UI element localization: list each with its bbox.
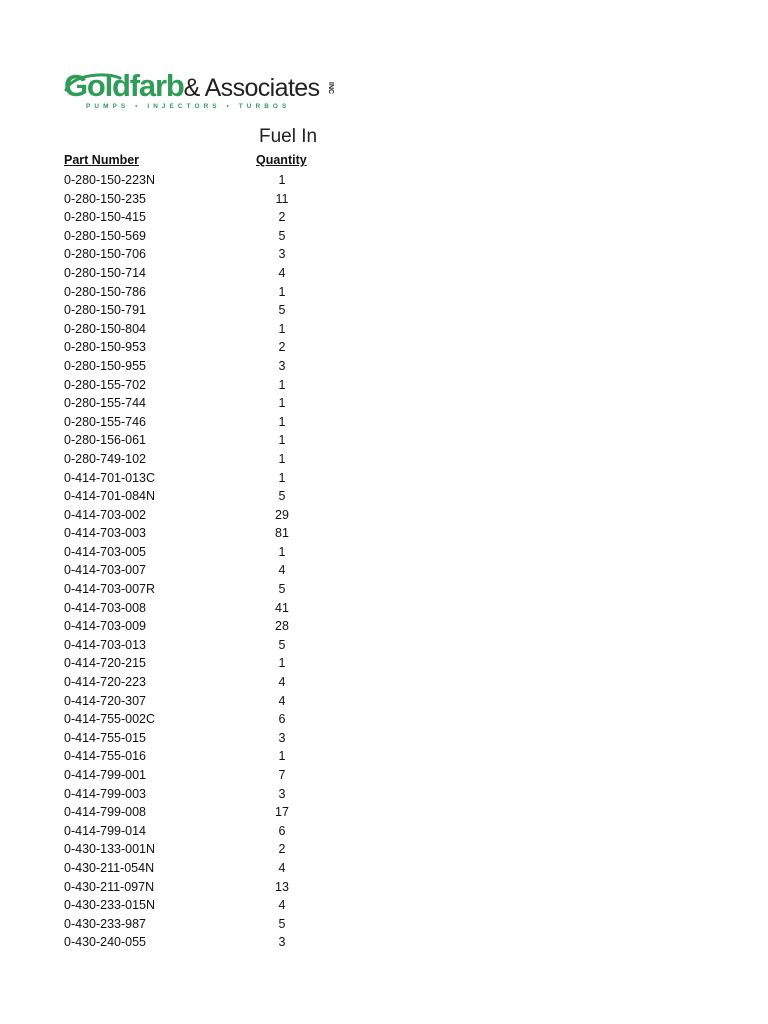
part-number-cell: 0-414-799-014 <box>64 823 147 838</box>
table-row <box>0 190 768 209</box>
part-number-cell: 0-414-703-007 <box>64 563 147 578</box>
part-number-cell: 0-414-755-015 <box>64 730 147 745</box>
table-row <box>0 729 768 748</box>
quantity-cell: 4 <box>278 860 286 875</box>
logo-wordmark <box>64 70 320 101</box>
table-row <box>0 933 768 952</box>
part-number-cell: 0-414-703-008 <box>64 600 147 615</box>
quantity-cell: 13 <box>275 879 289 894</box>
table-row <box>0 469 768 488</box>
quantity-cell: 1 <box>278 749 286 764</box>
quantity-cell: 1 <box>278 656 286 671</box>
document-title: Fuel In <box>259 126 318 147</box>
quantity-cell: 5 <box>278 489 286 504</box>
table-row <box>0 710 768 729</box>
quantity-cell: 2 <box>278 842 286 857</box>
table-row <box>0 561 768 580</box>
part-number-cell: 0-414-701-013C <box>64 470 156 485</box>
table-row <box>0 524 768 543</box>
quantity-cell: 1 <box>278 470 286 485</box>
part-number-cell: 0-280-150-953 <box>64 340 147 355</box>
quantity-cell: 7 <box>278 768 286 782</box>
table-row <box>0 208 768 227</box>
logo-brand: Goldfarb <box>64 68 184 103</box>
quantity-cell: 1 <box>278 451 286 466</box>
part-number-cell: 0-280-150-569 <box>64 228 147 243</box>
quantity-cell: 11 <box>275 191 289 206</box>
part-number-cell: 0-414-703-002 <box>64 507 147 522</box>
logo-inc: INC <box>327 82 334 95</box>
part-number-cell: 0-280-150-791 <box>64 303 147 318</box>
part-number-cell: 0-280-150-706 <box>64 247 147 262</box>
table-row <box>0 487 768 506</box>
table-row <box>0 747 768 766</box>
part-number-cell: 0-280-150-223N <box>64 173 156 187</box>
part-number-cell: 0-414-703-007R <box>64 582 156 597</box>
table-row <box>0 338 768 357</box>
part-number-cell: 0-414-703-013 <box>64 637 147 652</box>
table-row <box>0 320 768 339</box>
part-number-cell: 0-414-799-001 <box>64 768 147 782</box>
part-number-cell: 0-280-155-744 <box>64 396 147 411</box>
part-number-cell: 0-280-150-235 <box>64 191 147 206</box>
quantity-cell: 3 <box>278 358 286 373</box>
logo-suffix: & Associates <box>183 74 320 102</box>
quantity-cell: 3 <box>278 730 286 745</box>
quantity-cell: 6 <box>278 712 286 727</box>
part-number-cell: 0-280-150-714 <box>64 265 147 280</box>
table-row <box>0 617 768 636</box>
table-row <box>0 896 768 915</box>
part-number-cell: 0-414-703-003 <box>64 526 147 541</box>
parts-table <box>0 171 768 952</box>
part-number-cell: 0-280-155-746 <box>64 414 147 429</box>
table-row <box>0 636 768 655</box>
quantity-cell: 5 <box>278 916 286 931</box>
quantity-cell: 1 <box>278 414 286 429</box>
quantity-cell: 5 <box>278 303 286 318</box>
part-number-cell: 0-414-720-307 <box>64 693 147 708</box>
part-number-cell: 0-430-233-015N <box>64 898 156 913</box>
table-row <box>0 673 768 692</box>
quantity-cell: 2 <box>278 210 286 225</box>
quantity-cell: 81 <box>275 526 289 541</box>
logo-tagline: PUMPS • INJECTORS • TURBOS <box>86 103 291 110</box>
quantity-cell: 3 <box>278 247 286 262</box>
quantity-cell: 4 <box>278 898 286 913</box>
quantity-cell: 4 <box>278 675 286 690</box>
part-number-cell: 0-280-156-061 <box>64 433 147 448</box>
part-number-cell: 0-280-150-415 <box>64 210 147 225</box>
quantity-cell: 1 <box>278 396 286 411</box>
table-row <box>0 803 768 822</box>
part-number-cell: 0-414-720-223 <box>64 675 147 690</box>
table-row <box>0 283 768 302</box>
table-row <box>0 654 768 673</box>
part-number-cell: 0-414-701-084N <box>64 489 156 504</box>
table-row <box>0 878 768 897</box>
part-number-cell: 0-280-150-804 <box>64 321 147 336</box>
quantity-cell: 1 <box>278 377 286 392</box>
table-row <box>0 580 768 599</box>
table-row <box>0 357 768 376</box>
part-number-cell: 0-280-150-955 <box>64 358 147 373</box>
part-number-cell: 0-414-799-008 <box>64 805 147 820</box>
quantity-cell: 1 <box>278 321 286 336</box>
quantity-cell: 17 <box>275 805 289 820</box>
table-row <box>0 171 768 190</box>
quantity-cell: 29 <box>275 507 289 522</box>
part-number-cell: 0-414-703-005 <box>64 544 147 559</box>
quantity-cell: 4 <box>278 693 286 708</box>
table-row <box>0 543 768 562</box>
quantity-cell: 1 <box>278 433 286 448</box>
quantity-cell: 3 <box>278 786 286 801</box>
part-number-cell: 0-280-155-702 <box>64 377 147 392</box>
column-header-part-number: Part Number <box>64 153 140 167</box>
quantity-cell: 1 <box>278 284 286 299</box>
quantity-cell: 41 <box>275 600 289 615</box>
table-row <box>0 692 768 711</box>
table-row <box>0 376 768 395</box>
part-number-cell: 0-430-240-055 <box>64 935 147 950</box>
quantity-cell: 6 <box>278 823 286 838</box>
part-number-cell: 0-280-749-102 <box>64 451 147 466</box>
quantity-cell: 5 <box>278 228 286 243</box>
table-row <box>0 227 768 246</box>
table-row <box>0 264 768 283</box>
table-row <box>0 599 768 618</box>
quantity-cell: 4 <box>278 563 286 578</box>
company-logo <box>64 68 334 114</box>
part-number-cell: 0-430-211-054N <box>64 860 155 875</box>
part-number-cell: 0-430-211-097N <box>64 879 155 894</box>
table-row <box>0 785 768 804</box>
table-row <box>0 915 768 934</box>
part-number-cell: 0-430-233-987 <box>64 916 147 931</box>
part-number-cell: 0-280-150-786 <box>64 284 147 299</box>
table-row <box>0 506 768 525</box>
table-row <box>0 431 768 450</box>
part-number-cell: 0-414-755-016 <box>64 749 147 764</box>
part-number-cell: 0-414-799-003 <box>64 786 147 801</box>
quantity-cell: 1 <box>278 173 286 187</box>
table-row <box>0 413 768 432</box>
part-number-cell: 0-414-720-215 <box>64 656 147 671</box>
table-row <box>0 766 768 785</box>
quantity-cell: 2 <box>278 340 286 355</box>
table-row <box>0 450 768 469</box>
part-number-cell: 0-414-755-002C <box>64 712 156 727</box>
quantity-cell: 1 <box>278 544 286 559</box>
column-header-quantity: Quantity <box>256 153 307 167</box>
table-row <box>0 301 768 320</box>
quantity-cell: 3 <box>278 935 286 950</box>
table-row <box>0 394 768 413</box>
table-row <box>0 859 768 878</box>
quantity-cell: 4 <box>278 265 286 280</box>
quantity-cell: 5 <box>278 582 286 597</box>
part-number-cell: 0-430-133-001N <box>64 842 156 857</box>
quantity-cell: 28 <box>275 619 289 634</box>
table-row <box>0 245 768 264</box>
table-row <box>0 822 768 841</box>
quantity-cell: 5 <box>278 637 286 652</box>
part-number-cell: 0-414-703-009 <box>64 619 147 634</box>
table-row <box>0 840 768 859</box>
